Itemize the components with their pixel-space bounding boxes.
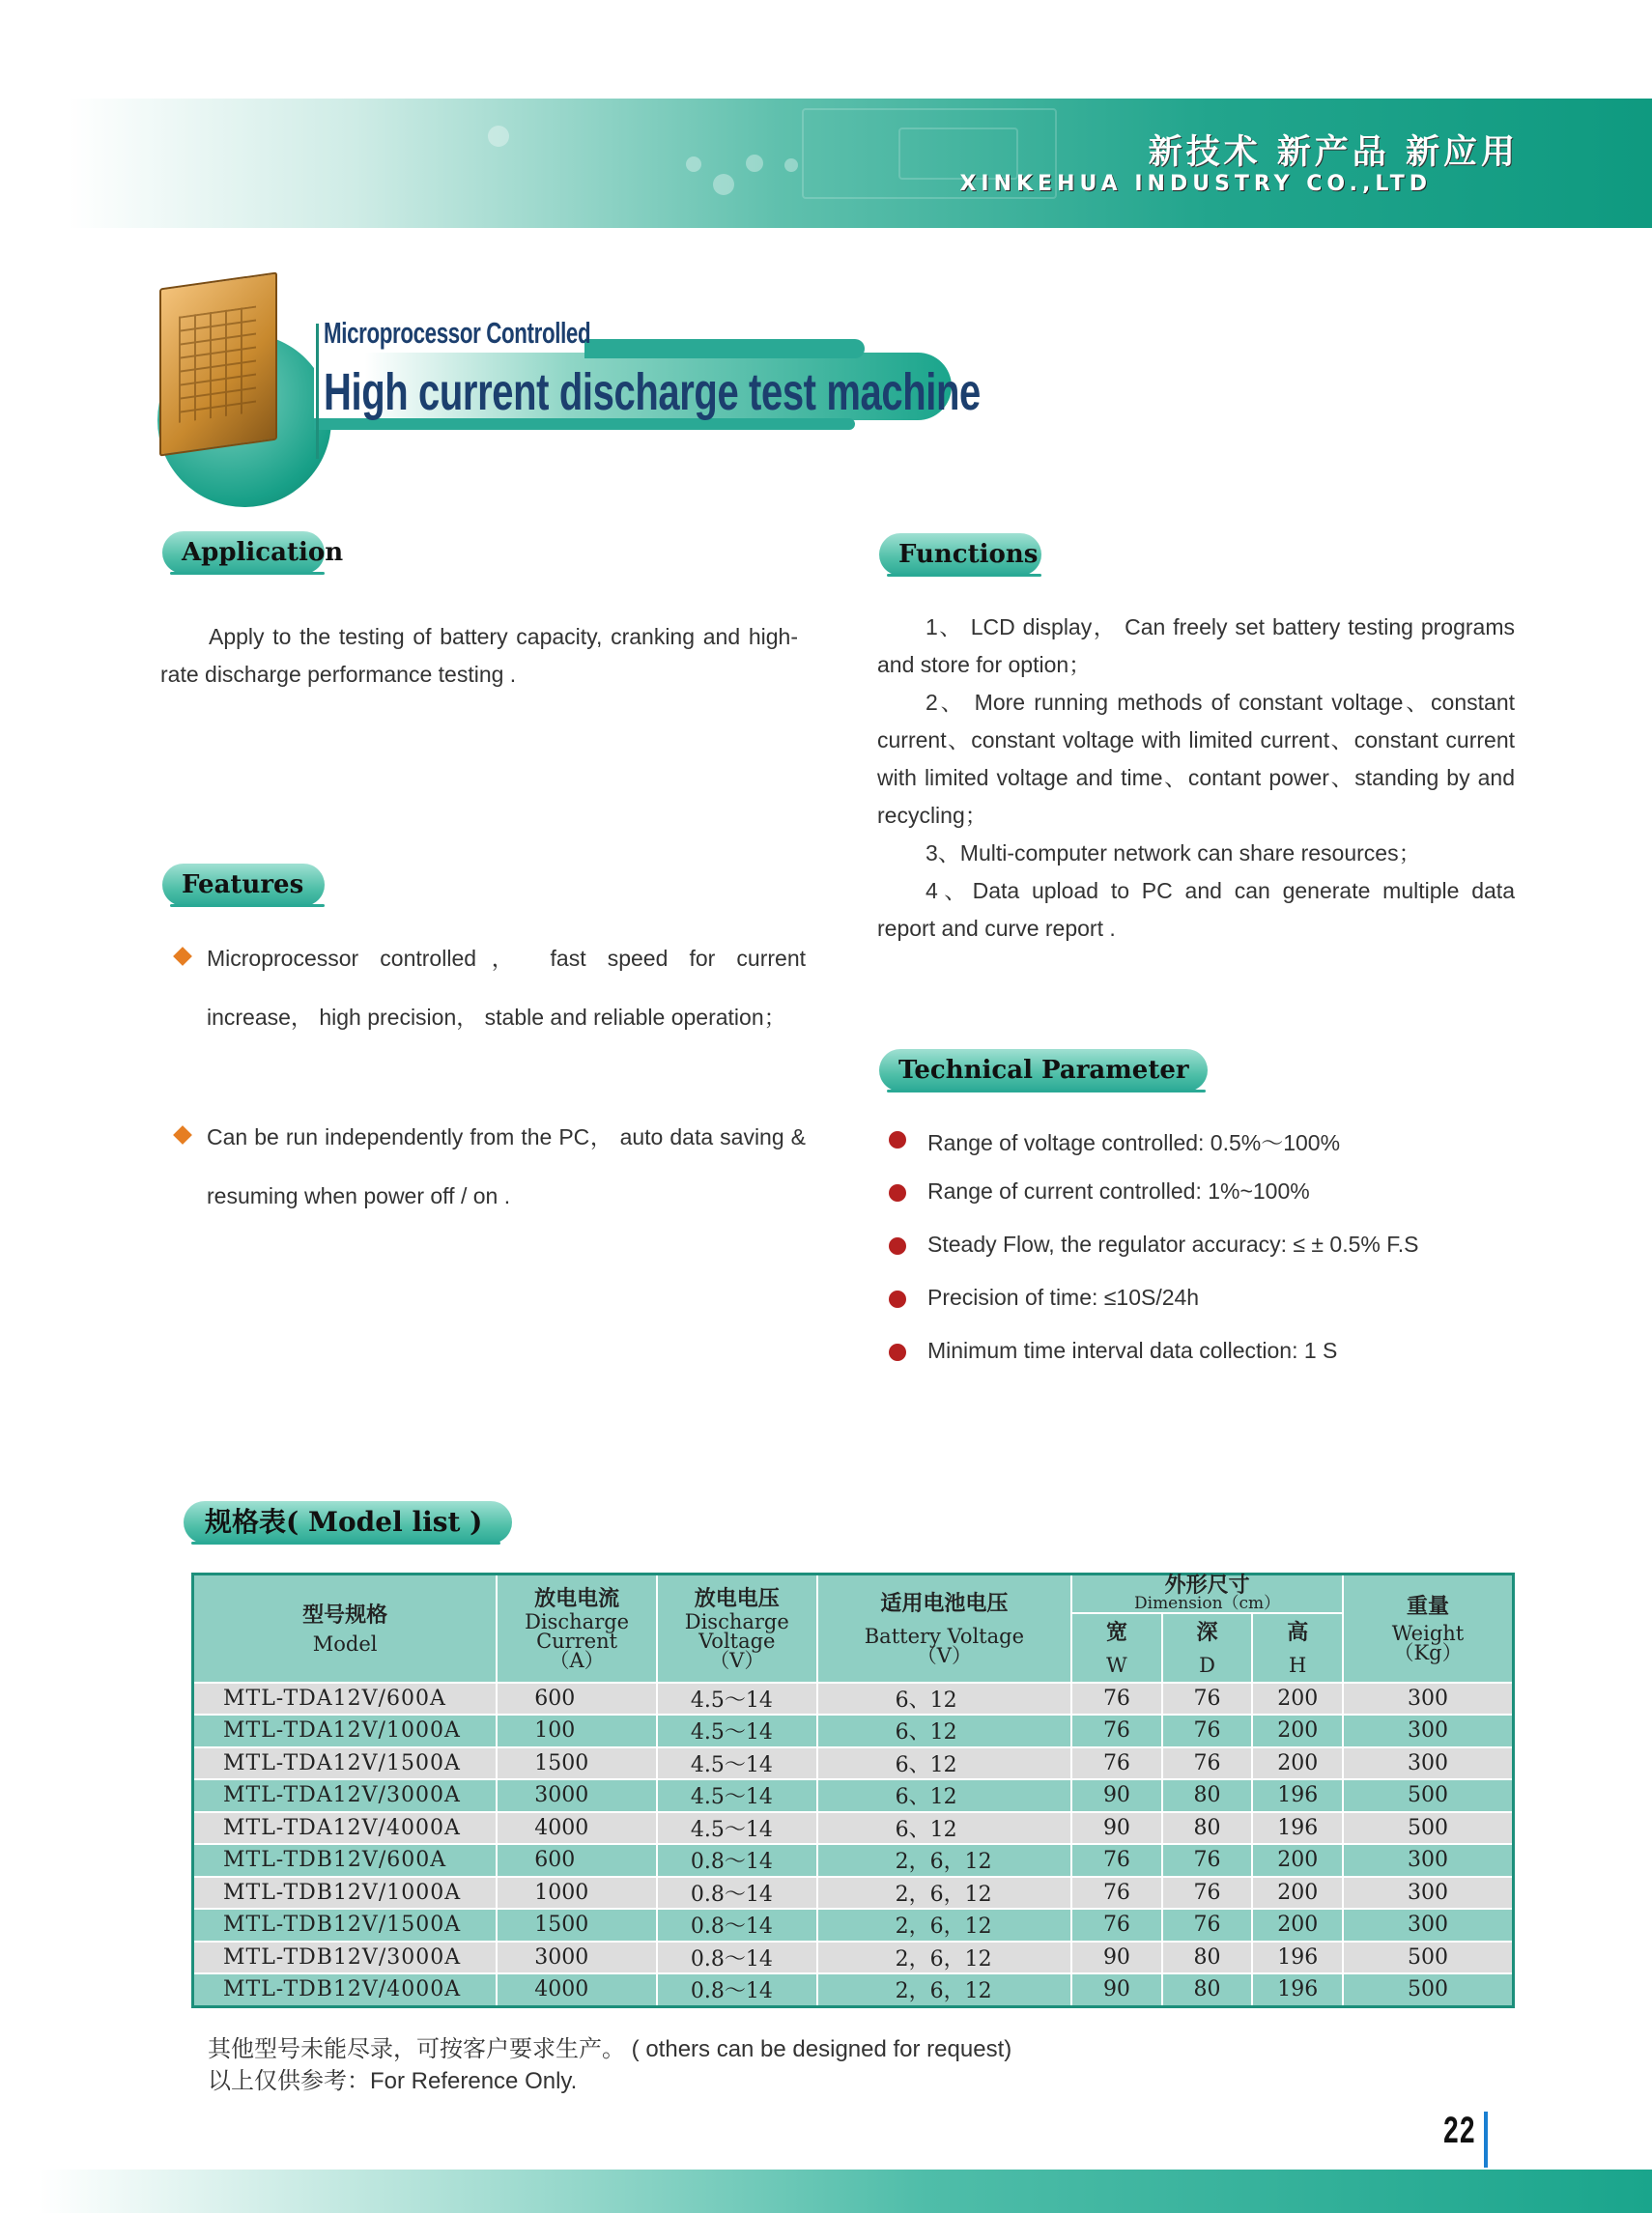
decor-dot: [686, 156, 701, 172]
model-spec-table: [191, 1573, 1515, 2008]
cell-height: 200: [1252, 1715, 1343, 1747]
cell-current: 600: [497, 1683, 657, 1716]
cell-height: 200: [1252, 1683, 1343, 1716]
header-voltage-en: Voltage: [698, 1629, 776, 1653]
decor-dot: [746, 155, 763, 172]
cell-battery-voltage: 6、12: [817, 1747, 1072, 1780]
header-dimension: [1071, 1575, 1343, 1613]
model-list-heading: [184, 1501, 512, 1544]
param-item: Range of current controlled: 1%~100%: [927, 1178, 1310, 1204]
cell-model: MTL-TDA12V/3000A: [193, 1779, 498, 1812]
cell-weight: 300: [1343, 1715, 1513, 1747]
header-weight-en: Weight: [1391, 1621, 1465, 1645]
title-divider: [316, 324, 319, 459]
header-battery-voltage: [817, 1575, 1072, 1683]
header-weight: [1343, 1575, 1513, 1683]
header-voltage-unit: （V）: [709, 1648, 765, 1672]
application-heading: Application: [162, 531, 325, 574]
cell-width: 76: [1071, 1747, 1162, 1780]
header-discharge-current: [497, 1575, 657, 1683]
feature-item: Microprocessor controlled， fast speed for current increase， high precision， stable and reliable operation；: [207, 946, 806, 1030]
cell-weight: 500: [1343, 1779, 1513, 1812]
machine-cabinet-icon: [159, 271, 277, 456]
functions-list: [877, 609, 1515, 948]
cell-current: 3000: [497, 1779, 657, 1812]
cell-weight: 300: [1343, 1844, 1513, 1877]
functions-heading: Functions: [879, 533, 1041, 576]
cell-width: 76: [1071, 1844, 1162, 1877]
cell-weight: 500: [1343, 1973, 1513, 2006]
cell-depth: 76: [1162, 1909, 1253, 1942]
page-number-bar: [1484, 2112, 1488, 2168]
table-row: [193, 1779, 1514, 1812]
cell-voltage: 4.5～14: [657, 1747, 817, 1780]
function-item: 1、 LCD display， Can freely set battery testing programs and store for option；: [877, 614, 1515, 677]
decor-dot: [488, 126, 509, 147]
cell-width: 76: [1071, 1909, 1162, 1942]
footer-banner: [39, 2170, 1652, 2213]
cell-model: MTL-TDA12V/1500A: [193, 1747, 498, 1780]
table-row: [193, 1715, 1514, 1747]
model-list-heading-en: ( Model list ): [286, 1506, 483, 1538]
product-subtitle: Microprocessor Controlled: [324, 316, 591, 350]
cell-depth: 76: [1162, 1877, 1253, 1910]
table-row: [193, 1942, 1514, 1974]
cell-height: 200: [1252, 1844, 1343, 1877]
header-battery-en: Battery Voltage: [864, 1624, 1025, 1648]
header-current-en: Current: [536, 1629, 618, 1653]
heading-underline: [170, 572, 325, 575]
cell-height: 200: [1252, 1747, 1343, 1780]
cell-current: 600: [497, 1844, 657, 1877]
header-dimension-cn: 外形尺寸: [1164, 1573, 1250, 1598]
header-weight-unit: （Kg）: [1393, 1640, 1463, 1664]
header-dimension-en: Dimension（cm）: [1134, 1593, 1281, 1613]
cell-depth: 80: [1162, 1942, 1253, 1974]
cell-depth: 80: [1162, 1779, 1253, 1812]
cell-height: 196: [1252, 1942, 1343, 1974]
header-weight-cn: 重量: [1407, 1594, 1450, 1619]
decor-dot: [713, 174, 734, 195]
cell-weight: 500: [1343, 1942, 1513, 1974]
cell-weight: 300: [1343, 1683, 1513, 1716]
cell-model: MTL-TDB12V/1500A: [193, 1909, 498, 1942]
cell-battery-voltage: 2，6，12: [817, 1909, 1072, 1942]
header-depth: [1162, 1613, 1253, 1683]
page-number: 22: [1442, 2112, 1475, 2155]
cell-voltage: 0.8～14: [657, 1844, 817, 1877]
model-list-heading-cn: 规格表: [205, 1506, 287, 1538]
cell-height: 200: [1252, 1877, 1343, 1910]
header-width: [1071, 1613, 1162, 1683]
table-row: [193, 1909, 1514, 1942]
function-item: 3、Multi-computer network can share resources；: [926, 840, 1421, 865]
cell-weight: 300: [1343, 1747, 1513, 1780]
cell-battery-voltage: 2，6，12: [817, 1844, 1072, 1877]
header-voltage-en: Discharge: [684, 1609, 789, 1633]
cell-weight: 300: [1343, 1909, 1513, 1942]
diamond-bullet-icon: [173, 947, 192, 966]
header-discharge-voltage: [657, 1575, 817, 1683]
table-row: [193, 1973, 1514, 2006]
cell-current: 3000: [497, 1942, 657, 1974]
heading-underline: [887, 574, 1041, 577]
cell-width: 76: [1071, 1683, 1162, 1716]
param-item: Precision of time: ≤10S/24h: [927, 1285, 1200, 1310]
title-bar-accent: [584, 339, 865, 358]
red-bullet-icon: [889, 1131, 906, 1149]
cell-battery-voltage: 6、12: [817, 1812, 1072, 1845]
heading-underline: [887, 1090, 1206, 1092]
header-model-en: Model: [312, 1631, 378, 1656]
cell-model: MTL-TDA12V/600A: [193, 1683, 498, 1716]
cell-depth: 76: [1162, 1683, 1253, 1716]
header-banner: [68, 99, 1652, 228]
cell-voltage: 4.5～14: [657, 1812, 817, 1845]
cell-current: 4000: [497, 1973, 657, 2006]
header-depth-en: D: [1199, 1653, 1215, 1677]
cell-current: 100: [497, 1715, 657, 1747]
header-current-unit: （A）: [549, 1648, 605, 1672]
title-block: [150, 275, 981, 478]
header-depth-cn: 深: [1196, 1620, 1218, 1645]
cell-width: 90: [1071, 1812, 1162, 1845]
red-bullet-icon: [889, 1237, 906, 1255]
cell-voltage: 4.5～14: [657, 1715, 817, 1747]
cell-model: MTL-TDB12V/600A: [193, 1844, 498, 1877]
cell-voltage: 0.8～14: [657, 1942, 817, 1974]
cell-battery-voltage: 2，6，12: [817, 1973, 1072, 2006]
cell-width: 90: [1071, 1779, 1162, 1812]
header-battery-unit: （V）: [916, 1643, 972, 1667]
application-text: Apply to the testing of battery capacity, cranking and high-rate discharge performance testing .: [160, 624, 798, 687]
cell-depth: 80: [1162, 1812, 1253, 1845]
cell-battery-voltage: 6、12: [817, 1715, 1072, 1747]
cell-voltage: 0.8～14: [657, 1877, 817, 1910]
cell-voltage: 0.8～14: [657, 1973, 817, 2006]
cell-model: MTL-TDB12V/1000A: [193, 1877, 498, 1910]
decor-dot: [784, 158, 798, 172]
company-name: XINKEHUA INDUSTRY CO.,LTD: [959, 172, 1432, 196]
cell-width: 90: [1071, 1942, 1162, 1974]
cell-width: 76: [1071, 1715, 1162, 1747]
header-current-cn: 放电电流: [534, 1586, 620, 1611]
red-bullet-icon: [889, 1291, 906, 1308]
cell-depth: 80: [1162, 1973, 1253, 2006]
feature-item: Can be run independently from the PC， auto data saving & resuming when power off / on .: [207, 1124, 806, 1208]
cell-current: 1500: [497, 1909, 657, 1942]
cell-model: MTL-TDA12V/1000A: [193, 1715, 498, 1747]
cell-model: MTL-TDA12V/4000A: [193, 1812, 498, 1845]
cell-current: 1000: [497, 1877, 657, 1910]
table-row: [193, 1747, 1514, 1780]
footer-note-line: 其他型号未能尽录，可按客户要求生产。 ( others can be designed for request): [208, 2036, 1012, 2062]
heading-underline: [191, 1542, 500, 1545]
cell-weight: 300: [1343, 1877, 1513, 1910]
cell-voltage: 0.8～14: [657, 1909, 817, 1942]
red-bullet-icon: [889, 1184, 906, 1202]
function-item: 4、Data upload to PC and can generate multiple data report and curve report .: [877, 878, 1515, 941]
cell-height: 196: [1252, 1779, 1343, 1812]
cell-battery-voltage: 2，6，12: [817, 1877, 1072, 1910]
cell-weight: 500: [1343, 1812, 1513, 1845]
diamond-bullet-icon: [173, 1125, 192, 1145]
header-model-cn: 型号规格: [302, 1603, 388, 1628]
header-height-cn: 高: [1287, 1620, 1309, 1645]
header-battery-cn: 适用电池电压: [880, 1591, 1009, 1616]
cell-height: 200: [1252, 1909, 1343, 1942]
table-row: [193, 1812, 1514, 1845]
cell-depth: 76: [1162, 1715, 1253, 1747]
cell-battery-voltage: 6、12: [817, 1779, 1072, 1812]
header-voltage-cn: 放电电压: [694, 1586, 780, 1611]
features-heading: Features: [162, 864, 325, 906]
cell-height: 196: [1252, 1973, 1343, 2006]
footer-note-line: 以上仅供参考：For Reference Only.: [208, 2068, 578, 2094]
header-slogan: 新技术 新产品 新应用: [1148, 133, 1519, 172]
cell-model: MTL-TDB12V/4000A: [193, 1973, 498, 2006]
cell-voltage: 4.5～14: [657, 1779, 817, 1812]
product-title: High current discharge test machine: [324, 363, 981, 421]
param-item: Steady Flow, the regulator accuracy: ≤ ± 0.5% F.S: [927, 1232, 1419, 1257]
heading-underline: [170, 904, 325, 907]
cell-height: 196: [1252, 1812, 1343, 1845]
function-item: 2、 More running methods of constant voltage、constant current、constant voltage with limited current、constant current with limited voltage and time、contant power、standing by and recycling；: [877, 690, 1515, 828]
table-row: [193, 1877, 1514, 1910]
cell-voltage: 4.5～14: [657, 1683, 817, 1716]
cell-model: MTL-TDB12V/3000A: [193, 1942, 498, 1974]
cell-battery-voltage: 6、12: [817, 1683, 1072, 1716]
technical-heading: Technical Parameter: [879, 1049, 1208, 1092]
cell-depth: 76: [1162, 1747, 1253, 1780]
cell-depth: 76: [1162, 1844, 1253, 1877]
cell-width: 90: [1071, 1973, 1162, 2006]
footer-note: [208, 2033, 1011, 2097]
header-current-en: Discharge: [525, 1609, 630, 1633]
cell-width: 76: [1071, 1877, 1162, 1910]
red-bullet-icon: [889, 1344, 906, 1361]
header-width-en: W: [1106, 1653, 1127, 1677]
param-item: Range of voltage controlled: 0.5%～100%: [927, 1130, 1341, 1155]
header-width-cn: 宽: [1105, 1620, 1127, 1645]
cell-current: 1500: [497, 1747, 657, 1780]
param-item: Minimum time interval data collection: 1 S: [927, 1338, 1338, 1363]
cell-battery-voltage: 2，6，12: [817, 1942, 1072, 1974]
header-model: [193, 1575, 498, 1683]
header-height: [1252, 1613, 1343, 1683]
header-height-en: H: [1289, 1653, 1307, 1677]
table-row: [193, 1844, 1514, 1877]
table-row: [193, 1683, 1514, 1716]
cell-current: 4000: [497, 1812, 657, 1845]
